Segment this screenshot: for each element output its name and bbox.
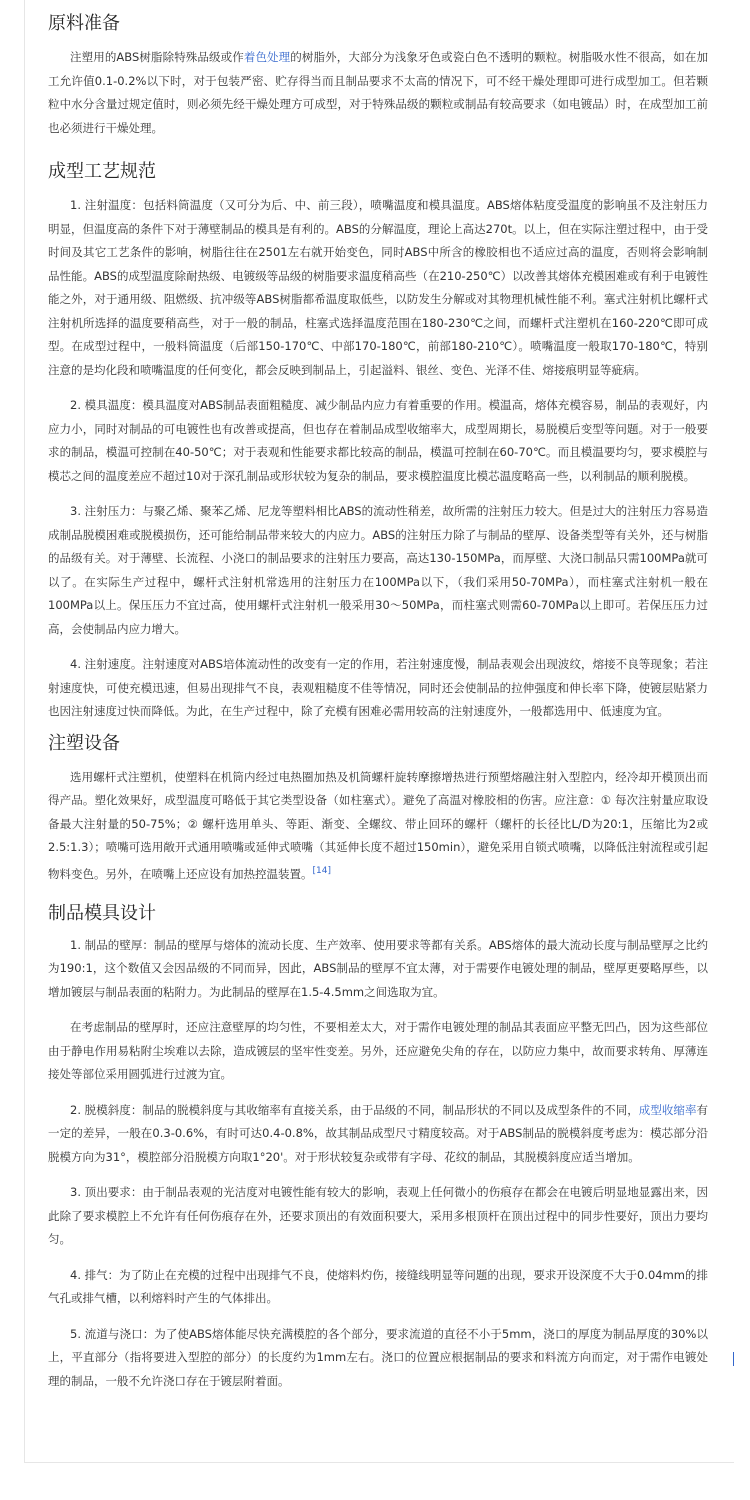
section-heading-injection-equipment: 注塑设备	[48, 732, 120, 754]
paragraph	[48, 46, 708, 140]
paragraph-mold-temperature	[48, 394, 708, 488]
paragraph-runner-gate	[48, 1323, 708, 1394]
section-heading-raw-material-prep: 原料准备	[48, 13, 120, 34]
right-edge-marker	[733, 1352, 734, 1366]
text-span: 在考虑制品的壁厚时，还应注意壁厚的均匀性，不要相差太大，对于需作电镀处理的制品其表面应平整无凹凸，因为这些部位由于静电作用易粘附尘埃难以去除，造成镀层的坚牢性变差。另外，还应避免尖角的存在，以防应力集中，故而要求转角、厚薄连接处等部位采用圆弧进行过渡为宜。	[48, 1020, 708, 1082]
text-span: 3. 顶出要求：由于制品表观的光洁度对电镀性能有较大的影响，表观上任何微小的伤痕存在都会在电镀后明显地显露出来，因此除了要求模腔上不允许有任何伤痕存在外，还要求顶出的有效面积要大，采用多根顶杆在顶出过程中的同步性要好，顶出力要均匀。	[48, 1185, 708, 1247]
section-heading-molding-process: 成型工艺规范	[48, 161, 156, 182]
link-coloring-treatment[interactable]: 着色处理	[243, 50, 291, 64]
section-heading-mold-design: 制品模具设计	[48, 902, 156, 924]
paragraph-draft-angle	[48, 1099, 708, 1170]
link-molding-shrinkage[interactable]: 成型收缩率	[638, 1102, 697, 1117]
text-span: 2. 脱模斜度：制品的脱模斜度与其收缩率有直接关系，由于品级的不同，制品形状的不同以及成型条件的不同，	[70, 1102, 639, 1117]
reference-link[interactable]: [14]	[312, 865, 331, 876]
paragraph-ejection	[48, 1181, 708, 1252]
bottom-border	[24, 1462, 734, 1463]
text-span: 1. 制品的壁厚：制品的壁厚与熔体的流动长度、生产效率、使用要求等都有关系。ABS熔体的最大流动长度与制品壁厚之比约为190:1，这个数值又会因品级的不同而异，因此，ABS制品的壁厚不宜太薄，对于需要作电镀处理的制品，壁厚更要略厚些，以增加镀层与制品表面的粘附力。为此制品的壁厚在1.5-4.5mm之间选取为宜。	[48, 937, 708, 999]
paragraph-injection-temperature	[48, 194, 708, 382]
text-span: 选用螺杆式注塑机，使塑料在机筒内经过电热圈加热及机筒螺杆旋转摩擦增热进行预塑熔融注射入型腔内，经冷却开模顶出而得产品。塑化效果好，成型温度可略低于其它类型设备（如柱塞式）。避免了高温对橡胶相的伤害。应注意：① 每次注射量应取设备最大注射量的50-75%；② 螺杆选用单头、等距、渐变、全螺纹、带止回环的螺杆（螺杆的长径比L/D为20:1，压缩比为2或2.5:1.3）；喷嘴可选用敞开式通用喷嘴或延伸式喷嘴（其延伸长度不超过150min），避免采用自锁式喷嘴，以降低注射流程或引起物料变色。另外，在喷嘴上还应设有加热控温装置。	[48, 769, 708, 881]
article-body	[48, 10, 708, 1393]
paragraph-venting	[48, 1264, 708, 1311]
text-span: 1. 注射温度：包括料筒温度（又可分为后、中、前三段），喷嘴温度和模具温度。ABS熔体粘度受温度的影响虽不及注射压力明显，但温度高的条件下对于薄壁制品的模具是有利的。ABS的分解温度，理论上高达270t。以上，但在实际注塑过程中，由于受时间及其它工艺条件的影响，树脂往往在2501左右就开始变色，同时ABS中所含的橡胶相也不适应过高的温度，否则将会影响制品性能。ABS的成型温度除耐热级、电镀级等品级的树脂要求温度稍高些（在210-250℃）以改善其熔体充模困难或有利于电镀性能之外，对于通用级、阻燃级、抗冲级等ABS树脂都希温度取低些，以防发生分解或对其物理机械性能不利。塞式注射机比螺杆式注射机所选择的温度要稍高些，对于一般的制品，柱塞式选择温度范围在180-230℃之间，而螺杆式注塑机在160-220℃即可成型。在成型过程中，一般料筒温度（后部150-170℃、中部170-180℃，前部180-210℃）。喷嘴温度一般取170-180℃，特别注意的是均化段和喷嘴温度的任何变化，都会反映到制品上，引起溢料、银丝、变色、光泽不佳、熔接痕明显等疵病。	[48, 198, 708, 377]
text-span: 4. 排气：为了防止在充模的过程中出现排气不良，使熔料灼伤，接缝线明显等问题的出现，要求开设深度不大于0.04mm的排气孔或排气槽，以利熔料时产生的气体排出。	[48, 1267, 708, 1306]
text-span: 4. 注射速度。注射速度对ABS培体流动性的改变有一定的作用，若注射速度慢，制品表观会出现波纹，熔接不良等现象；若注射速度快，可使充模迅速，但易出现排气不良，表观粗糙度不佳等情况，同时还会使制品的拉伸强度和伸长率下降，使镀层贴紧力也因注射速度过快而降低。为此，在生产过程中，除了充模有困难必需用较高的注射速度外，一般都选用中、低速度为宜。	[48, 657, 708, 718]
text-span: 3. 注射压力：与聚乙烯、聚苯乙烯、尼龙等塑料相比ABS的流动性稍差，故所需的注射压力较大。但是过大的注射压力容易造成制品脱模困难或脱模损伤，还可能给制品带来较大的内应力。ABS的注射压力除了与制品的壁厚、设备类型等有关外，还与树脂的品级有关。对于薄壁、长流程、小浇口的制品要求的注射压力要高，高达130-150MPa，而厚壁、大浇口制品只需100MPa就可以了。在实际生产过程中，螺杆式注射机常选用的注射压力在100MPa以下，（我们采用50-70MPa），而柱塞式注射机一般在100MPa以上。保压压力不宜过高，使用螺杆式注射机一般采用30～50MPa，而柱塞式则需60-70MPa以上即可。若保压压力过高，会使制品内应力增大。	[48, 504, 708, 636]
paragraph-wall-uniformity	[48, 1016, 708, 1087]
text-span: 2. 模具温度：模具温度对ABS制品表面粗糙度、减少制品内应力有着重要的作用。模温高，熔体充模容易，制品的表观好，内应力小，同时对制品的可电镀性也有改善或提高，但也存在着制品成型收缩率大，成型周期长，易脱模后变型等问题。对于一般要求的制品，模温可控制在40-50℃；对于表观和性能要求都比较高的制品，模温可控制在60-70℃。而且模温要均匀，要求模腔与模芯之间的温度差应不超过10对于深孔制品或形状较为复杂的制品，要求模腔温度比模芯温度略高一些，以利制品的顺利脱模。	[48, 398, 708, 483]
text-span: 注塑用的ABS树脂除特殊品级或作	[70, 50, 244, 64]
paragraph-wall-thickness	[48, 934, 708, 1005]
left-border	[24, 0, 25, 1462]
paragraph-injection-pressure	[48, 500, 708, 641]
text-span: 5. 流道与浇口：为了使ABS熔体能尽快充满模腔的各个部分，要求流道的直径不小于5mm，浇口的厚度为制品厚度的30%以上，平直部分（指将要进入型腔的部分）的长度约为1mm左右。浇口的位置应根据制品的要求和料流方向而定，对于需作电镀处理的制品，一般不允许浇口存在于镀层附着面。	[48, 1326, 708, 1388]
text-span: 的树脂外，大部分为浅象牙色或瓷白色不透明的颗粒。树脂吸水性不很高，如在加工允许值0.1-0.2%以下时，对于包装严密、贮存得当而且制品要求不太高的情况下，可不经干燥处理即可进行成型加工。但若颗粒中水分含量过规定值时，则必须先经干燥处理方可成型，对于特殊品级的颗粒或制品有较高要求（如电镀品）时，在成型加工前也必须进行干燥处理。	[48, 50, 709, 135]
paragraph-equipment	[48, 766, 708, 886]
text-span: 有一定的差异，一般在0.3-0.6%，有时可达0.4-0.8%，故其制品成型尺寸精度较高。对于ABS制品的脱模斜度考虑为：模芯部分沿脱模方向为31°，模腔部分沿脱模方向取1°20'。对于形状较复杂或带有字母、花纹的制品，其脱模斜度应适当增加。	[48, 1102, 709, 1164]
paragraph-injection-speed	[48, 653, 708, 724]
